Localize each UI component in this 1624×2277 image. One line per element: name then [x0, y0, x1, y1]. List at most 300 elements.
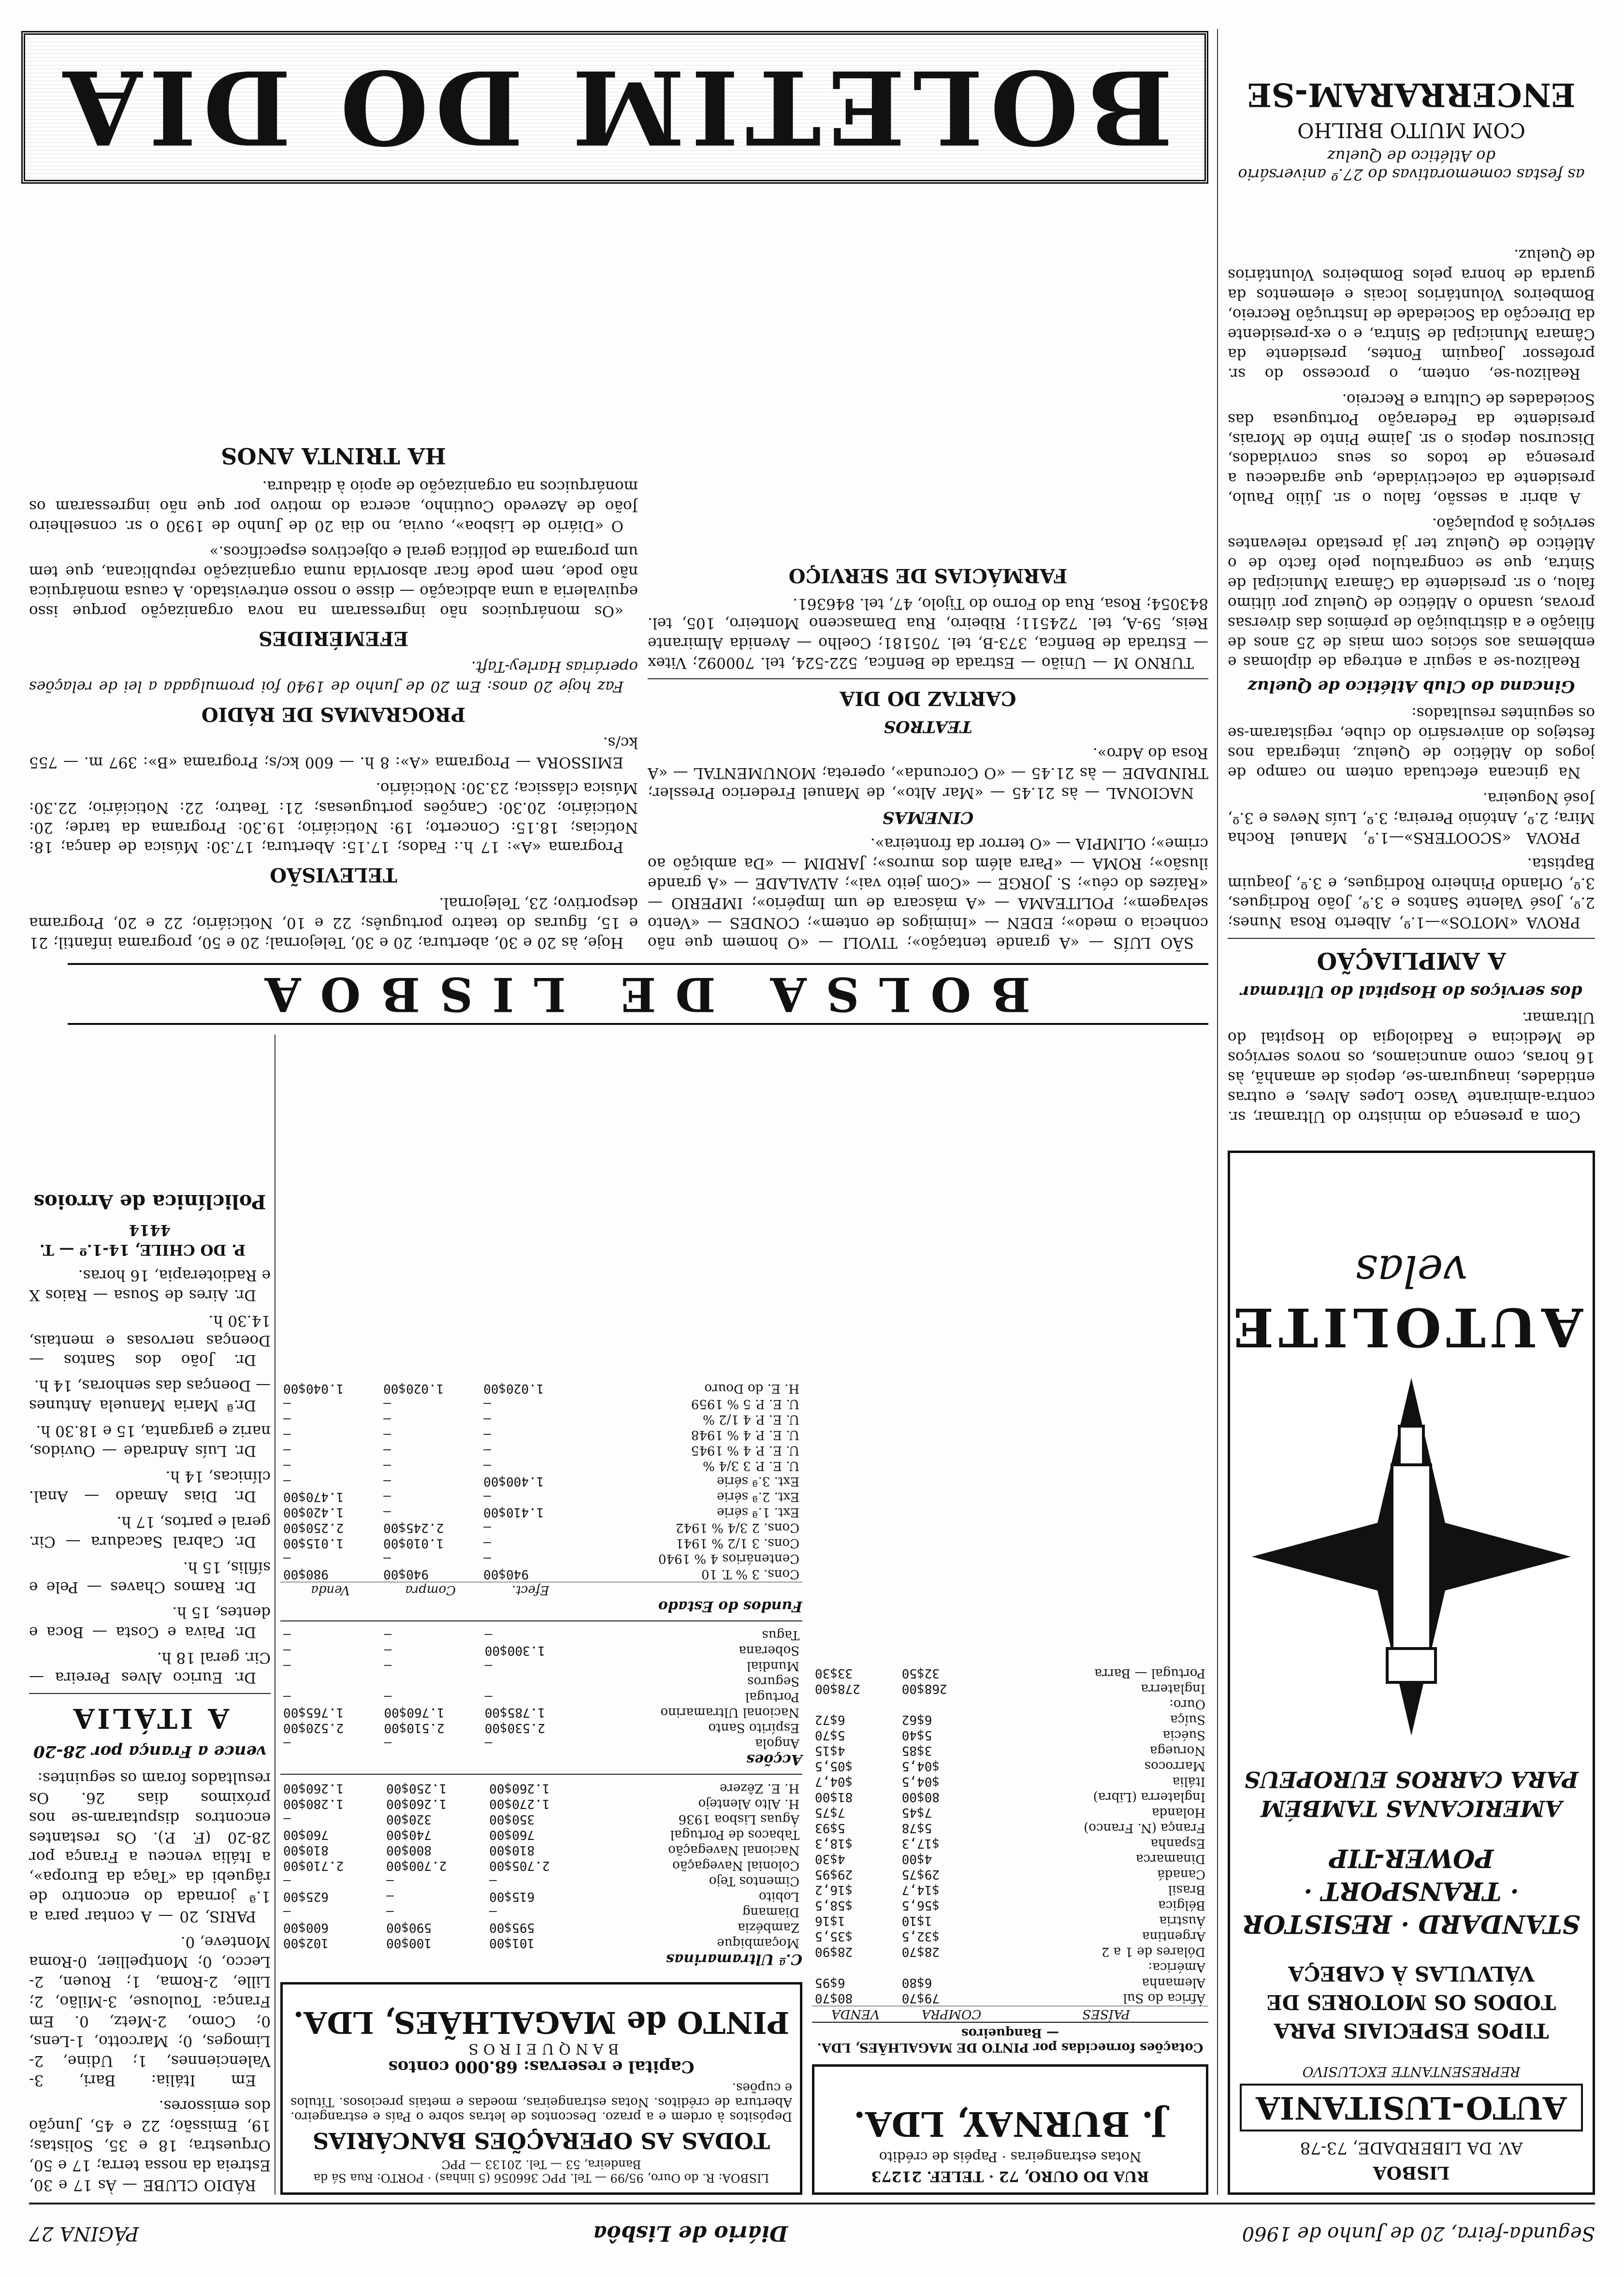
accoes-cell: — [484, 1736, 493, 1751]
accoes-row [280, 1705, 802, 1720]
cotacoes-cell: Suíça [1170, 1712, 1205, 1727]
header-page: PÁGINA 27 [29, 2222, 139, 2245]
col3-p1: P. DO CHILE, 14-1.º — T. 4414 [39, 1221, 246, 1258]
ultramarinas-row [280, 1842, 802, 1858]
cotacoes-cell: Inglaterra (Libra) [1093, 1790, 1205, 1804]
fundos-cell: — [283, 1551, 291, 1566]
ad-text: TIPOS ESPECIAIS PARA TODOS OS MOTORES DE VÁLVULAS À CABEÇA [1266, 1962, 1556, 2043]
fundos-cell: — [283, 1397, 291, 1411]
ultramarinas-cell: Águas Lisboa 1936 [678, 1812, 799, 1826]
ultramarinas-cell: Nacional Navegação [668, 1843, 799, 1857]
cotacoes-row [812, 1898, 1208, 1913]
accoes-cell: — [283, 1643, 291, 1658]
fundos-cell: 1.015$00 [283, 1536, 344, 1550]
ultramarinas-cell: 1.280$00 [283, 1796, 344, 1811]
col3-p9: Dr. Paiva e Costa — Boca e dentes, 15 h. [29, 1604, 271, 1641]
col1-p5: PROVA «SCOOTERS»—1.º, Manuel Rocha Mira; 2.º, António Pereira; 3.º, Luís Neves e 3.º, José Nogueira. [1228, 789, 1595, 847]
col3-h2: A ITÁLIA [70, 1702, 230, 1735]
boletim-masthead: BOLETIM DO DIA [21, 31, 1208, 184]
fundos-row [280, 1535, 802, 1551]
fundos-cell: 2.245$00 [383, 1520, 444, 1535]
accoes-cell [280, 1674, 381, 1689]
accoes-row [280, 1643, 802, 1658]
col2-h1: HA TRINTA ANOS [221, 443, 446, 469]
accoes-cell: — [283, 1628, 291, 1642]
fundos-cell: — [283, 1443, 291, 1458]
fundos-cell: H. E. do Douro [704, 1381, 799, 1396]
bolsa-fundos-title: Fundos do Estado [658, 1598, 802, 1615]
col1-subtitle: COM MUITO BRILHO [1297, 118, 1525, 142]
bolsa-acc-title: Acções [746, 1751, 802, 1768]
bolsa-ult-title: C.ª Ultramarinas [666, 1951, 802, 1968]
ultramarinas-cell: — [283, 1905, 291, 1919]
accoes-cell: Soberana [739, 1643, 799, 1658]
fundos-cell: Centenários 4 % 1940 [658, 1551, 799, 1566]
col1-p1: Realizou-se, ontem, o processo do sr. professor Joaquim Fontes, presidente da Câmara Municipal de Sintra, e o ex-presidente da Direcção da Sociedade de Instrução Recreio, Bombeiros Voluntários locais e elementos da guarda de honra pelos Bombeiros Voluntários de Queluz. [1228, 246, 1595, 382]
col1-p6: PROVA «MOTOS»—1.º, Alberto Rosa Nunes; 2.º, José Valente Santos e 3.º, João Rodrigues, 3.º, Orlando Pinheiro Rodrigues, e 3.º, Joaquim Baptista. [1228, 854, 1595, 932]
cotacoes-cell: 268$00 [901, 1681, 947, 1696]
cotacoes-row [812, 1727, 1208, 1743]
fundos-cell: Ext. 1.ª série [717, 1505, 799, 1519]
cotacoes-title: Cotações fornecidas por PINTO DE MAGALHÃES, LDA. — Banqueiros [812, 2022, 1208, 2055]
fundos-cell: — [383, 1412, 391, 1427]
fundos-cell: 940$00 [383, 1567, 429, 1581]
cotacoes-cell [899, 1959, 1004, 1975]
cotacoes-cell: $04,5 [901, 1774, 940, 1789]
accoes-cell: — [484, 1659, 493, 1673]
ultramarinas-cell: 760$00 [489, 1827, 535, 1842]
accoes-cell: — [384, 1628, 392, 1642]
accoes-cell [381, 1674, 481, 1689]
cotacoes-cell: 5$40 [901, 1728, 932, 1742]
cotacoes-cell: Holanda [1151, 1805, 1205, 1820]
cotacoes-cell: 3$85 [901, 1743, 932, 1758]
cotacoes-row [812, 1696, 1208, 1712]
ultramarinas-cell: 1.260$00 [489, 1781, 550, 1795]
cotacoes-cell: $16,2 [815, 1883, 853, 1897]
col3-p12: Em Itália: Bari, 3-Valenciennes, 1; Udine, 2-Limoges, 0; Marcotto, 1-Lens, 0; Como, 2-Metz, 0. Em França: Toulouse, 3-Milão, 2; Lille, 2-Roma, 1; Rouen, 2-Lecco, 0; Montpellier, 0-Roma Monteve, 0. [29, 1933, 271, 2089]
ultramarinas-row [280, 1889, 802, 1904]
accoes-cell: 2.520$00 [283, 1721, 344, 1735]
fundos-row [280, 1504, 802, 1520]
cotacoes-row [812, 1789, 1208, 1805]
ultramarinas-cell: 100$00 [386, 1936, 432, 1950]
cotacoes-header: VENDA [812, 2006, 899, 2022]
col3-p13: RÁDIO CLUBE — Às 17 e 30, Estreia da nossa terra; 17 e 50, Orquestra; 18 e 35, Solistas; 19, Emissão; 22 e 45, Junção dos emissores. [29, 2097, 271, 2194]
col2-h3: PROGRAMAS DE RÁDIO [201, 703, 466, 726]
col3-p3: Dr. João dos Santos — Doenças nervosas e mentais, 14.30 h. [29, 1312, 271, 1369]
col2-p2: «Os monárquicos não ingressaram na nova organização porque isso equivaleria a uma abdicação — disse o nosso entrevistado. A causa monárquica não pode, nem pode ficar absorvida numa organização republicana, que tem um programa de política geral e objectivos específicos.» [29, 542, 638, 620]
column-divider [275, 1035, 276, 2195]
col3-h1: Policlínica de Arroios [33, 1190, 266, 1213]
fundos-row [280, 1427, 802, 1443]
accoes-cell: 1.760$00 [384, 1705, 445, 1720]
ultramarinas-cell: 810$00 [283, 1843, 329, 1857]
cotacoes-row [812, 1944, 1208, 1959]
pinto-sub: BANQUEIROS [464, 2040, 619, 2057]
fundos-header [580, 1582, 802, 1598]
cotacoes-cell: $04,5 [901, 1759, 940, 1773]
cotacoes-cell: 5$70 [815, 1728, 845, 1742]
cotacoes-cell: 29$95 [815, 1867, 853, 1882]
accoes-row [280, 1736, 802, 1751]
cotacoes-table [812, 1665, 1208, 2022]
col1-h3: A AMPLIAÇÃO [1317, 947, 1506, 974]
ad-address: AV. DA LIBERDADE, 73-78 [1300, 2138, 1523, 2158]
accoes-row [280, 1674, 802, 1689]
cotacoes-cell: 7$45 [901, 1805, 932, 1820]
ad-city: LISBOA [1373, 2162, 1450, 2183]
fundos-header: Venda [280, 1582, 380, 1598]
cotacoes-cell: 80$00 [901, 1790, 940, 1804]
ultramarinas-row [280, 1935, 802, 1951]
cotacoes-cell: 6$95 [815, 1975, 845, 1990]
burnay-address: RUA DO OURO, 72 · TELEF. 21273 [871, 2168, 1149, 2185]
fundos-cell: 1.020$00 [483, 1381, 544, 1396]
accoes-row [280, 1689, 802, 1705]
ultramarinas-row [280, 1904, 802, 1920]
ad-representative: REPRESENTANTE EXCLUSIVO [1302, 2064, 1521, 2080]
autolite-ad [1228, 1151, 1595, 2195]
accoes-cell: — [283, 1736, 291, 1751]
fundos-cell: U. E. P. 4 % 1948 [691, 1428, 799, 1442]
ultramarinas-cell: 1.270$00 [489, 1796, 550, 1811]
cotacoes-cell: $56,5 [901, 1898, 940, 1912]
ultramarinas-cell: — [489, 1874, 497, 1888]
cotacoes-row [812, 1743, 1208, 1758]
fundos-cell: 1.470$00 [283, 1489, 344, 1504]
cotacoes-cell: $17,3 [901, 1836, 940, 1851]
col3-p5: Dr. Luís Andrade — Ouvidos, nariz e garganta, 15 e 18.30 h. [29, 1422, 271, 1460]
fundos-cell: — [283, 1459, 291, 1473]
fundos-cell: Cons. 3 1/2 % 1941 [675, 1536, 799, 1550]
col1-h3b: dos serviços do Hospital do Ultramar [1240, 981, 1582, 1001]
ultramarinas-cell: 101$00 [489, 1936, 535, 1950]
ultramarinas-table [280, 1781, 802, 1951]
cotacoes-cell: Brasil [1168, 1883, 1205, 1897]
accoes-cell: Espírito Santo [708, 1721, 799, 1735]
column-policlinica [29, 1035, 271, 2195]
col2-h6: CARTAZ DO DIA [840, 687, 1016, 710]
fundos-cell: 1.400$00 [483, 1474, 544, 1489]
cotacoes-cell: Dinamarca [1135, 1852, 1205, 1866]
cotacoes-cell: Portugal — Barra [1094, 1666, 1205, 1680]
col1-title: ENCERRARAM-SE [1247, 76, 1576, 114]
col1-sub2: as festas comemorativas do 27.º aniversário do Atlético de Queluz [1238, 147, 1585, 184]
ultramarinas-cell: 810$00 [489, 1843, 535, 1857]
ultramarinas-cell: 1.260$00 [386, 1796, 447, 1811]
cotacoes-cell: $58,5 [815, 1898, 853, 1912]
fundos-cell: — [483, 1520, 491, 1535]
cotacoes-row [812, 1665, 1208, 1681]
accoes-cell: Portugal [745, 1690, 799, 1704]
cotacoes-row [812, 1990, 1208, 2006]
col3-p8: Dr. Ramos Chaves — Pele e sífilis, 15 h. [29, 1558, 271, 1596]
fundos-row [280, 1443, 802, 1458]
accoes-cell: Mundial [747, 1659, 799, 1673]
ultramarinas-row [280, 1873, 802, 1889]
ultramarinas-cell: Cimentos Tejo [709, 1874, 799, 1888]
cotacoes-cell: $32,5 [901, 1929, 940, 1943]
accoes-table [280, 1627, 802, 1751]
col1-p2: A abrir a sessão, falou o sr. Júlio Paulo, presidente da colectividade, que agradeceu a presença de todos os seus convidados, Discursou depois o sr. Jaime Pinto de Morais, presidente da Federação Portuguesa das Sociedades de Cultura e Recreio. [1228, 390, 1595, 507]
cotacoes-header: PAÍSES [1004, 2006, 1208, 2022]
cotacoes-cell: $14,7 [901, 1883, 940, 1897]
col3-p2: Dr. Aires de Sousa — Raios X e Radioterapia, 16 horas. [29, 1266, 271, 1304]
fundos-cell: — [483, 1428, 491, 1442]
ultramarinas-cell: 2.705$00 [489, 1858, 550, 1873]
fundos-cell: — [283, 1428, 291, 1442]
cotacoes-row [812, 1959, 1208, 1975]
pinto-address: LISBOA: R. do Ouro, 95/99 — Tel. PPC 366056 (5 linhas) · PORTO: Rua Sá da Bandeira, 53 — Tel. 20133 — PPC [313, 2158, 769, 2185]
pinto-title: PINTO de MAGALHÃES, LDA. [293, 2005, 790, 2040]
ultramarinas-row [280, 1781, 802, 1796]
cotacoes-row [812, 1836, 1208, 1851]
burnay-ad [812, 2064, 1208, 2195]
burnay-sub: Notas estrangeiras · Papéis de crédito [879, 2149, 1142, 2165]
ultramarinas-row [280, 1811, 802, 1827]
cotacoes-row [812, 1867, 1208, 1882]
fundos-row [280, 1520, 802, 1535]
fundos-table [280, 1381, 802, 1598]
cotacoes-cell: 81$00 [815, 1790, 853, 1804]
ultramarinas-cell: H. Alto Alentejo [698, 1796, 799, 1811]
cotacoes-row [812, 1913, 1208, 1928]
ultramarinas-cell: H. E. Zêzere [719, 1781, 799, 1795]
fundos-cell: U. E. P. 4 1/2 % [703, 1412, 799, 1427]
cotacoes-cell: Espanha [1150, 1836, 1205, 1851]
fundos-header: Efect. [480, 1582, 580, 1598]
col1-p7: Com a presença do ministro do Ultramar, sr. contra-almirante Vasco Lopes Alves, e outras entidades, inauguram-se, depois de amanhã, às 16 horas, como anunciamos, os novos serviços de Medicina e Radiologia do Hospital do Ultramar. [1228, 1009, 1595, 1125]
col2-p9: SÃO LUÍS — «A grande tentação»; TIVOLI — «O homem que não conhecia o medo»; EDEN — «Inimigos de ontem»; CONDES — «Vento selvagem»; POLITEAMA — «A máscara de um Império»; IMPERIO — «Raízes do céu»; S. JORGE — «Com jeito vai»; ALVALADE — «A grande ilusão»; ROMA — «Para além dos muros»; JARDIM — «Da ambição ao crime»; OLIMPIA — «O terror da fronteira». [648, 835, 1208, 951]
cotacoes-cell: Áustria [1159, 1913, 1205, 1928]
col2-p6: Hoje, às 20 e 30, abertura; 20 e 30, Telejornal; 20 e 50, programa infantil; 21 e 15, figuras do teatro português; 22 e 10, Noticiário; 22 e 20, Programa desportivo; 23, Telejornal. [29, 894, 638, 951]
fundos-cell: — [383, 1489, 391, 1504]
accoes-cell: — [384, 1690, 392, 1704]
col2-p7: TURNO M — União — Estrada de Benfica, 522-524, tel. 700092; Vitex — Estrada de Benfica, 373-B, tel. 705181; Coelho — Avenida Almirante Reis, 59-A, tel. 724511; Ribeiro, Rua Damasceno Monteiro, 105, tel. 843054; Rosa, Rua do Forno do Tijolo, 47, tel. 846361. [648, 595, 1208, 672]
fundos-cell: Cons. 3 % T. 10 [701, 1567, 799, 1581]
accoes-cell: Tagus [762, 1628, 799, 1642]
cotacoes-cell: 1$10 [901, 1913, 932, 1928]
accoes-cell: — [283, 1690, 291, 1704]
ultramarinas-cell: 595$00 [489, 1920, 535, 1935]
fundos-cell: — [383, 1428, 391, 1442]
cotacoes-row [812, 1851, 1208, 1867]
col2-p8: NACIONAL — às 21.45 — «Mar Alto», de Manuel Frederico Pressler; TRINDADE — às 21.45 — «O Corcunda», opereta; MONUMENTAL — «A Rosa do Adro». [648, 744, 1208, 802]
fundos-cell: Cons. 2 3/4 % 1942 [675, 1520, 799, 1535]
col1-h2: Gincana do Club Atlético de Queluz [1247, 677, 1575, 697]
col3-p6: Dr. Dias Amado — Anal. clínicas, 14 h. [29, 1468, 271, 1505]
cotacoes-cell: 79$70 [901, 1991, 940, 2005]
ultramarinas-cell: — [283, 1874, 291, 1888]
fundos-cell: 1.040$00 [283, 1381, 344, 1396]
fundos-cell: — [483, 1443, 491, 1458]
ultramarinas-cell: 760$00 [283, 1827, 329, 1842]
accoes-cell: 1.300$00 [484, 1643, 546, 1658]
col3-p7: Dr. Cabral Sacadura — Cir. geral e partos, 17 h. [29, 1513, 271, 1550]
cotacoes-cell: $05,5 [815, 1759, 853, 1773]
fundos-cell: — [483, 1412, 491, 1427]
fundos-row [280, 1458, 802, 1474]
ad-tagline: AMERICANAS TAMBÉM PARA CARROS EUROPEUS [1244, 1766, 1579, 1822]
ultramarinas-cell: Zambézia [738, 1920, 799, 1935]
fundos-cell: — [383, 1397, 391, 1411]
ultramarinas-cell: 2.700$00 [386, 1858, 447, 1873]
cotacoes-cell: 6$62 [901, 1712, 932, 1727]
cotacoes-cell [812, 1959, 899, 1975]
col1-p4: Na gincana efectuada ontem no campo de jogos do Atlético de Queluz, integrada nos festejos do aniversário do clube, registaram-se os seguintes resultados: [1228, 704, 1595, 781]
cotacoes-cell: $04,7 [815, 1774, 853, 1789]
accoes-cell: — [384, 1736, 392, 1751]
ultramarinas-cell: 1.260$00 [283, 1781, 344, 1795]
cotacoes-cell: Suécia [1162, 1728, 1205, 1742]
cotacoes-header: COMPRA [899, 2006, 1004, 2022]
column-radio [29, 198, 638, 952]
cotacoes-cell: Inglaterra [1141, 1681, 1205, 1696]
cotacoes-row [812, 1774, 1208, 1789]
accoes-row [280, 1658, 802, 1674]
cotacoes-cell: América: [1148, 1960, 1205, 1974]
cotacoes-row [812, 1681, 1208, 1696]
ultramarinas-cell: — [386, 1905, 394, 1919]
cotacoes-cell: 4$00 [901, 1852, 932, 1866]
accoes-cell: — [384, 1643, 392, 1658]
fundos-cell: — [283, 1474, 291, 1489]
col2-p5: Programa «A»: 17 h.: Fados; 17.15: Abertura; 17.30: Música de dança; 18: Notícias; 18.15: Concerto; 19: Noticiário; 19.30: Programa da tarde; 20: Noticiário; 20.30: Canções portuguesas; 21: Teatro; 22: Noticiário; 22.30: Música clássica; 23.30: Noticiário. [29, 779, 638, 856]
ultramarinas-cell: 625$00 [283, 1889, 329, 1904]
cotacoes-row [812, 1758, 1208, 1774]
fundos-row [280, 1396, 802, 1412]
fundos-cell: — [483, 1397, 491, 1411]
cotacoes-panel [812, 1571, 1208, 2055]
cotacoes-row [812, 1820, 1208, 1836]
cotacoes-cell [899, 1696, 1004, 1712]
col3-p11: PARIS, 20 — A contar para a 1.ª jornada do encontro de râguebi da «Taça da Europa», a Itália venceu a França por 28-20 (F. P.). Os restantes encontros disputaram-se nos próximos dias 26. Os resultados foram os seguintes: [29, 1769, 271, 1926]
ultramarinas-cell: 615$00 [489, 1889, 535, 1904]
cotacoes-cell: Ouro: [1169, 1697, 1205, 1711]
ultramarinas-cell: — [386, 1874, 394, 1888]
bolsa-title: BOLSA DE LISBOA [68, 963, 1208, 1025]
cotacoes-cell: 28$90 [815, 1944, 853, 1959]
cotacoes-cell: 1$16 [815, 1913, 845, 1928]
ultramarinas-cell: 350$00 [489, 1812, 535, 1826]
fundos-cell: — [383, 1551, 391, 1566]
pinto-text: Depósitos à ordem e a prazo. Descontos de letras sobre o País e estrangeiro. Abertura de créditos. Notas estrangeiras, moedas e metais preciosos. Títulos e cupões. [290, 2080, 792, 2124]
fundos-cell: — [383, 1474, 391, 1489]
cotacoes-cell: 28$70 [901, 1944, 940, 1959]
fundos-cell: 1.010$00 [383, 1536, 444, 1550]
ultramarinas-cell: Moçambique [717, 1936, 799, 1950]
fundos-cell: Ext. 3.ª série [717, 1474, 799, 1489]
cotacoes-cell: $35,5 [815, 1929, 853, 1943]
accoes-cell: 1.785$00 [484, 1705, 546, 1720]
cotacoes-cell: 80$70 [815, 1991, 853, 2005]
ultramarinas-cell: Diamang [742, 1905, 799, 1919]
ultramarinas-row [280, 1796, 802, 1811]
accoes-row [280, 1720, 802, 1736]
cotacoes-cell: África do Sul [1123, 1991, 1205, 2005]
fundos-row [280, 1412, 802, 1427]
cotacoes-cell: Canadá [1157, 1867, 1205, 1882]
ultramarinas-row [280, 1920, 802, 1935]
ultramarinas-cell: 800$00 [386, 1843, 432, 1857]
col3-p4: Dr.ª Maria Manuela Antunes — Doenças das senhoras, 14 h. [29, 1377, 271, 1415]
accoes-cell: — [484, 1690, 493, 1704]
cotacoes-cell: 33$30 [815, 1666, 853, 1680]
column-queluz [1228, 198, 1595, 1126]
cotacoes-row [812, 1882, 1208, 1898]
fundos-cell: Ext. 2.ª série [717, 1489, 799, 1504]
fundos-cell: — [283, 1412, 291, 1427]
cotacoes-cell: 32$50 [901, 1666, 940, 1680]
col3-h2b: vence a França por 28-20 [33, 1741, 266, 1761]
cotacoes-cell: 29$75 [901, 1867, 940, 1882]
cotacoes-cell: 5$93 [815, 1821, 845, 1835]
ultramarinas-cell: — [283, 1812, 291, 1826]
fundos-header: Compra [380, 1582, 480, 1598]
ultramarinas-cell: 1.250$00 [386, 1781, 447, 1795]
fundos-cell: — [483, 1551, 491, 1566]
ultramarinas-cell: Tabacos de Portugal [670, 1827, 799, 1842]
page-header [29, 2203, 1595, 2262]
ultramarinas-cell: Colonial Navegação [672, 1858, 799, 1873]
col2-p1: O «Diário de Lisboa», ouvia, no dia 20 de Junho de 1930 o sr. conselheiro João de Azevedo Coutinho, acerca do motivo por que não ingressaram os monárquicos na organização de apoio à ditadura. [29, 478, 638, 535]
ad-distributor: AUTO-LUSITANIA [1240, 2084, 1583, 2131]
ad-brand: AUTOLITE [1228, 1296, 1583, 1359]
cotacoes-cell: Argentina [1142, 1929, 1205, 1943]
fundos-row [280, 1566, 802, 1582]
accoes-row [280, 1627, 802, 1643]
col2-p3: Faz hoje 20 anos: Em 20 de Junho de 1940 foi promulgada a lei de relações operárias Harley-Taft. [29, 658, 638, 696]
ultramarinas-cell: Lobito [759, 1889, 799, 1904]
fundos-cell: — [483, 1459, 491, 1473]
fundos-row [280, 1381, 802, 1396]
fundos-cell: — [483, 1536, 491, 1550]
cotacoes-row [812, 1975, 1208, 1990]
bolsa-tables [280, 1049, 802, 1968]
ultramarinas-cell: 102$00 [283, 1936, 329, 1950]
fundos-cell: U. E. P. 5 % 1959 [691, 1397, 799, 1411]
col2-h6b: TEATROS [884, 716, 972, 736]
fundos-cell: 2.250$00 [283, 1520, 344, 1535]
fundos-cell: 1.410$00 [483, 1505, 544, 1519]
accoes-cell: 2.530$00 [484, 1721, 546, 1735]
fundos-cell: — [383, 1443, 391, 1458]
ultramarinas-cell: — [489, 1905, 497, 1919]
col2-h6c: CINEMAS [882, 807, 974, 827]
col2-h2: EFEMÉRIDES [258, 627, 409, 650]
accoes-cell: Nacional Ultramarino [660, 1705, 799, 1720]
pinto-ad [280, 1982, 802, 2195]
pinto-capital: Capital e reservas: 68.000 contos [388, 2057, 695, 2076]
accoes-cell: Seguros [747, 1674, 799, 1689]
cotacoes-cell: 278$00 [815, 1681, 860, 1696]
cotacoes-cell: 7$75 [815, 1805, 845, 1820]
col3-p10: Dr. Eurico Alves Pereira — Cir. geral 18 h. [29, 1649, 271, 1687]
spark-plug-star-icon [1242, 1368, 1580, 1745]
ultramarinas-cell: 600$00 [283, 1920, 329, 1935]
fundos-cell: 1.420$00 [283, 1505, 344, 1519]
ad-types: STANDARD · RESISTOR · TRANSPORT · POWER-TIP [1242, 1843, 1580, 1939]
cotacoes-cell: 5$78 [901, 1821, 932, 1835]
accoes-cell: Angola [755, 1736, 799, 1751]
queluz-headline [1228, 29, 1595, 184]
cotacoes-cell: Noruega [1149, 1743, 1205, 1758]
cotacoes-cell: Bélgica [1158, 1898, 1205, 1912]
fundos-row [280, 1474, 802, 1489]
fundos-cell: U. E. P. 4 % 1945 [691, 1443, 799, 1458]
ultramarinas-cell: 740$00 [386, 1827, 432, 1842]
